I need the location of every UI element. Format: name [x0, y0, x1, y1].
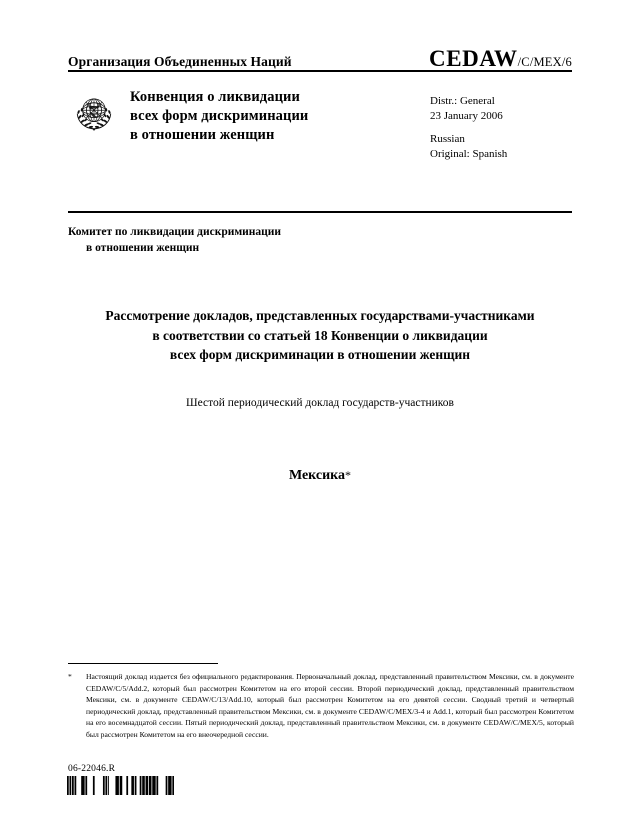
country-name — [68, 468, 572, 484]
convention-title-line1: Конвенция о ликвидации — [130, 89, 300, 105]
convention-title — [130, 88, 308, 145]
document-symbol-suffix: /C/MEX/6 — [517, 55, 572, 69]
page-title — [68, 306, 572, 365]
page-title-line1: Рассмотрение докладов, представленных государствами-участниками — [105, 308, 535, 323]
header-rule — [68, 70, 572, 72]
convention-title-line3: в отношении женщин — [130, 127, 275, 143]
masthead — [68, 46, 572, 72]
committee-heading-line2: в отношении женщин — [86, 242, 200, 254]
country-footnote-marker: * — [345, 468, 352, 482]
distribution-type: Distr.: General — [430, 95, 495, 107]
un-emblem-icon — [72, 90, 116, 134]
footnote-text: Настоящий доклад издается без официального редактирования. Первоначальный доклад, представленный правительством Мексики, см. в документе CEDAW/C/5/Add.2, который был рассмотрен Комитетом на его второй сессии. Второй периодический доклад, представленный правительством Мексики, см. в документе CEDAW/C/13/Add.10, который был рассмотрен Комитетом на его девятой сессии. Сводный третий и четвертый периодический доклад, представленный правительством Мексики, см. в документе CEDAW/C/MEX/3-4 и Add.1, который был рассмотрен Комитетом на его восемнадцатой сессии. Пятый периодический доклад, представленный правительством Мексики, см. в документе CEDAW/C/MEX/5, который был рассмотрен Комитетом на его внеочередной сессии. — [86, 672, 574, 739]
country-label: Мексика — [288, 468, 346, 483]
section-rule — [68, 211, 572, 213]
convention-block — [72, 88, 308, 145]
footnote-rule — [68, 663, 218, 664]
organization-name: Организация Объединенных Наций — [68, 54, 292, 69]
page-title-line3: всех форм дискриминации в отношении женщин — [169, 347, 471, 362]
document-symbol-main: CEDAW — [428, 46, 518, 71]
convention-title-line2: всех форм дискриминации — [130, 108, 309, 124]
document-number: 06-22046.R — [68, 764, 116, 774]
distribution-spacer — [430, 123, 507, 132]
original-language: Original: Spanish — [430, 147, 508, 160]
page-title-line2: в соответствии со статьей 18 Конвенции о ликвидации — [152, 327, 488, 343]
footnote-marker: * — [68, 672, 72, 681]
barcode-icon — [66, 776, 174, 795]
document-symbol — [429, 46, 572, 72]
document-language: Russian — [430, 133, 465, 145]
committee-heading-line1: Комитет по ликвидации дискриминации — [68, 226, 282, 238]
footnote — [68, 671, 574, 741]
report-subtitle: Шестой периодический доклад государств-участников — [186, 397, 454, 409]
distribution-block — [430, 94, 507, 161]
committee-heading — [68, 224, 281, 256]
distribution-date: 23 January 2006 — [430, 109, 503, 122]
